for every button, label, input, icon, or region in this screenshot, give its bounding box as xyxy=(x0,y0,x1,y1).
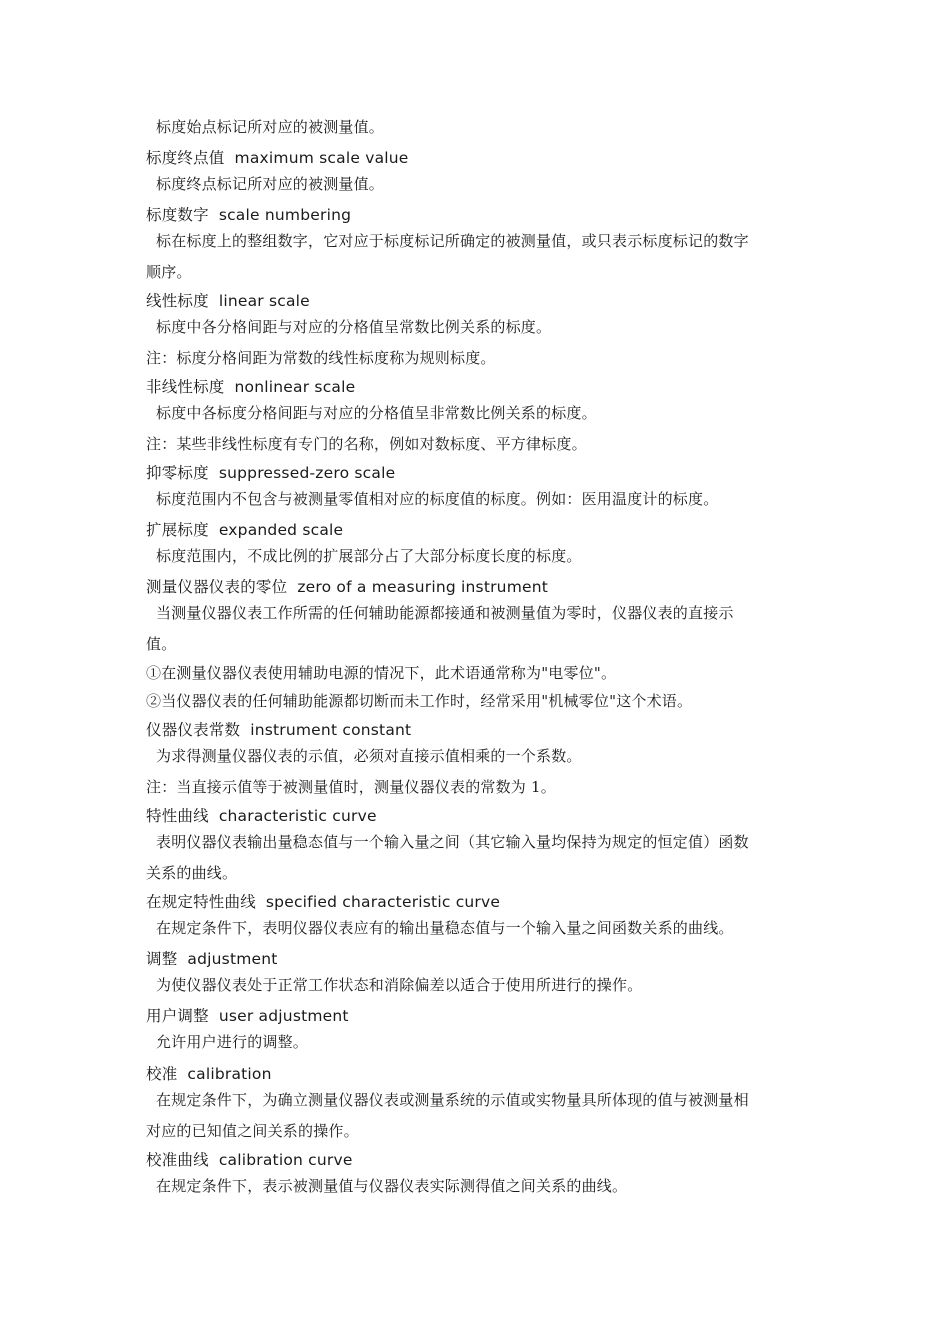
definition-continuation: 关系的曲线。 xyxy=(146,864,238,882)
term-heading xyxy=(146,376,810,398)
term-heading xyxy=(146,519,810,541)
note-text: 注：标度分格间距为常数的线性标度称为规则标度。 xyxy=(146,349,496,367)
term-heading xyxy=(146,290,810,312)
term-heading xyxy=(146,948,810,970)
term-heading xyxy=(146,204,810,226)
term-english: user adjustment xyxy=(218,1007,349,1025)
term-chinese: 非线性标度 xyxy=(146,378,225,396)
definition-text: 在规定条件下，表示被测量值与仪器仪表实际测得值之间关系的曲线。 xyxy=(156,1177,628,1195)
definition-continuation: 对应的已知值之间关系的操作。 xyxy=(146,1122,359,1140)
term-chinese: 调整 xyxy=(146,950,178,968)
definition-text: 表明仪器仪表输出量稳态值与一个输入量之间（其它输入量均保持为规定的恒定值）函数 xyxy=(156,833,749,851)
term-english: calibration curve xyxy=(218,1151,353,1169)
definition-text: 当测量仪器仪表工作所需的任何辅助能源都接通和被测量值为零时，仪器仪表的直接示 xyxy=(156,604,734,622)
term-chinese: 在规定特性曲线 xyxy=(146,893,256,911)
note-text: 注：某些非线性标度有专门的名称，例如对数标度、平方律标度。 xyxy=(146,435,587,453)
term-heading xyxy=(146,805,810,827)
term-english: nonlinear scale xyxy=(234,378,356,396)
term-english: adjustment xyxy=(187,950,278,968)
definition-continuation: 值。 xyxy=(146,635,177,653)
definition-text: 在规定条件下，为确立测量仪器仪表或测量系统的示值或实物量具所体现的值与被测量相 xyxy=(156,1091,749,1109)
term-chinese: 标度终点值 xyxy=(146,149,225,167)
term-english: maximum scale value xyxy=(234,149,409,167)
term-english: zero of a measuring instrument xyxy=(297,578,549,596)
term-heading xyxy=(146,891,810,913)
definition-text: 标在标度上的整组数字，它对应于标度标记所确定的被测量值，或只表示标度标记的数字 xyxy=(156,232,749,250)
term-heading xyxy=(146,1005,810,1027)
term-english: instrument constant xyxy=(250,721,412,739)
note-text: ①在测量仪器仪表使用辅助电源的情况下，此术语通常称为"电零位"。 xyxy=(146,664,617,682)
definition-text: 标度始点标记所对应的被测量值。 xyxy=(156,118,385,136)
term-chinese: 扩展标度 xyxy=(146,521,209,539)
term-chinese: 校准曲线 xyxy=(146,1151,209,1169)
note-text: ②当仪器仪表的任何辅助能源都切断而未工作时，经常采用"机械零位"这个术语。 xyxy=(146,692,693,710)
term-heading xyxy=(146,147,810,169)
term-english: linear scale xyxy=(218,292,310,310)
term-english: specified characteristic curve xyxy=(265,893,501,911)
term-english: characteristic curve xyxy=(218,807,377,825)
definition-continuation: 顺序。 xyxy=(146,263,192,281)
term-chinese: 特性曲线 xyxy=(146,807,209,825)
term-heading xyxy=(146,576,810,598)
term-heading xyxy=(146,1149,810,1171)
term-heading xyxy=(146,1063,810,1085)
term-heading xyxy=(146,462,810,484)
definition-text: 标度范围内不包含与被测量零值相对应的标度值的标度。例如：医用温度计的标度。 xyxy=(156,490,719,508)
definition-text: 允许用户进行的调整。 xyxy=(156,1033,309,1051)
definition-text: 在规定条件下，表明仪器仪表应有的输出量稳态值与一个输入量之间函数关系的曲线。 xyxy=(156,919,734,937)
term-chinese: 线性标度 xyxy=(146,292,209,310)
definition-text: 为使仪器仪表处于正常工作状态和消除偏差以适合于使用所进行的操作。 xyxy=(156,976,643,994)
term-heading xyxy=(146,719,810,741)
definition-text: 标度终点标记所对应的被测量值。 xyxy=(156,175,385,193)
definition-text: 标度范围内，不成比例的扩展部分占了大部分标度长度的标度。 xyxy=(156,547,582,565)
term-english: expanded scale xyxy=(218,521,344,539)
term-chinese: 用户调整 xyxy=(146,1007,209,1025)
note-text: 注：当直接示值等于被测量值时，测量仪器仪表的常数为 1。 xyxy=(146,778,556,796)
term-chinese: 校准 xyxy=(146,1065,178,1083)
term-chinese: 标度数字 xyxy=(146,206,209,224)
definition-text: 为求得测量仪器仪表的示值，必须对直接示值相乘的一个系数。 xyxy=(156,747,582,765)
definition-text: 标度中各分格间距与对应的分格值呈常数比例关系的标度。 xyxy=(156,318,552,336)
term-chinese: 抑零标度 xyxy=(146,464,209,482)
term-english: scale numbering xyxy=(218,206,352,224)
term-chinese: 测量仪器仪表的零位 xyxy=(146,578,288,596)
definition-text: 标度中各标度分格间距与对应的分格值呈非常数比例关系的标度。 xyxy=(156,404,597,422)
term-english: suppressed-zero scale xyxy=(218,464,396,482)
term-chinese: 仪器仪表常数 xyxy=(146,721,241,739)
term-english: calibration xyxy=(187,1065,272,1083)
